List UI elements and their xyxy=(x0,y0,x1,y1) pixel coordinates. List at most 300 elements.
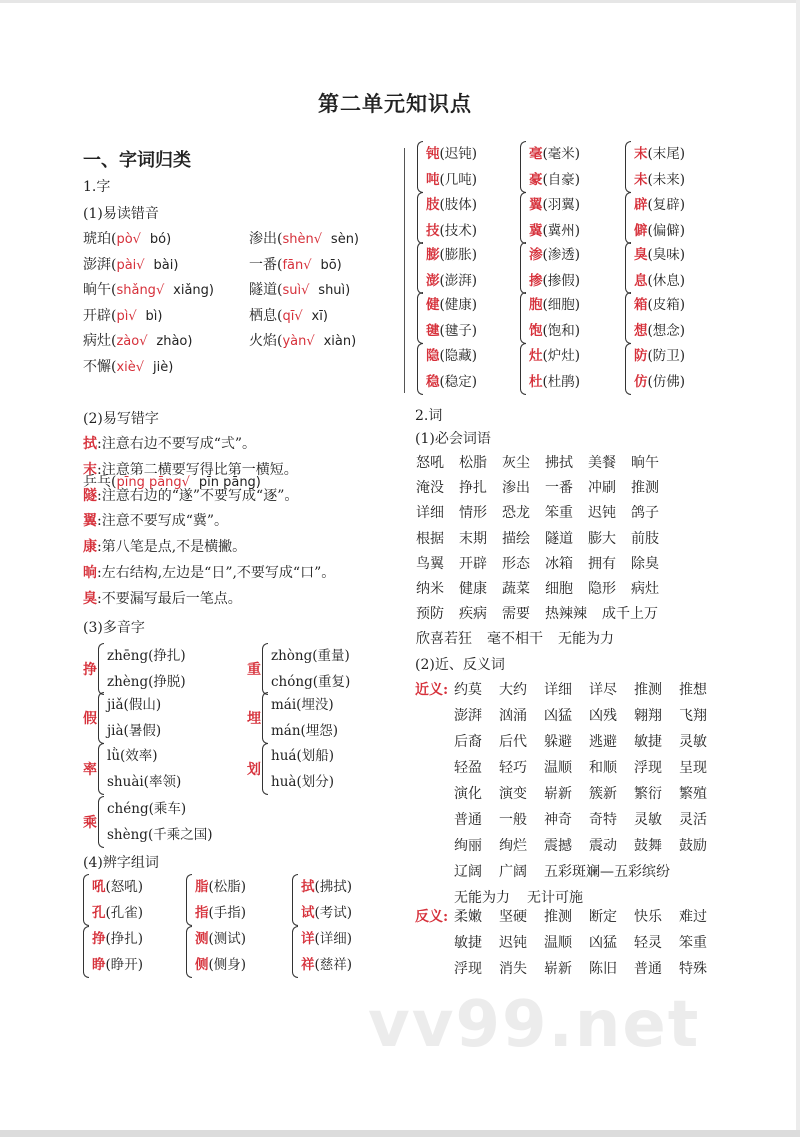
bianzi-word: (迟钝) xyxy=(439,146,478,162)
pron-correct-text: suì√ xyxy=(282,283,310,299)
bianzi-items xyxy=(195,926,246,978)
table-row xyxy=(454,906,724,932)
bianzi-word: (自豪) xyxy=(542,172,581,188)
bianzi-char: 未 xyxy=(634,172,648,188)
bianzi-item xyxy=(195,900,246,926)
table-cell: 繁衍 xyxy=(634,786,662,802)
table-cell: 浮现 xyxy=(454,961,482,977)
table-cell: 崭新 xyxy=(544,786,572,802)
bianzi-char: 试 xyxy=(301,905,315,921)
writing-text: :注意右边不要写成“弍”。 xyxy=(97,436,257,452)
bracket xyxy=(520,141,526,193)
pron-correct xyxy=(116,283,164,298)
pron-wrong: xiàn) xyxy=(323,334,357,350)
group-char: 率 xyxy=(83,762,97,778)
pron-wrong: xiǎng) xyxy=(173,283,214,299)
table-cell: 震撼 xyxy=(544,838,572,854)
bianzi-item xyxy=(301,874,352,900)
bianzi-word: (想念) xyxy=(647,323,686,339)
table-cell: 陈旧 xyxy=(589,961,617,977)
table-cell: 挣扎 xyxy=(459,480,487,497)
table-cell: 一般 xyxy=(499,812,527,828)
bracket xyxy=(292,926,298,978)
table-cell: 断定 xyxy=(589,909,617,925)
table-cell: 躲避 xyxy=(544,734,572,750)
bianzi-char: 膨 xyxy=(426,247,440,263)
bianzi-items xyxy=(301,926,352,978)
bianzi-item xyxy=(634,369,685,395)
bracket xyxy=(520,242,526,294)
bianzi-word: (杜鹃) xyxy=(542,374,581,390)
table-cell: 形态 xyxy=(502,555,530,572)
writing-note xyxy=(83,588,242,608)
polyphone-group xyxy=(83,743,181,795)
bianzi-char: 杜 xyxy=(529,374,543,390)
bianzi-item xyxy=(426,318,477,344)
bianzi-char: 末 xyxy=(634,146,648,162)
bianzi-items xyxy=(634,292,685,344)
polyphone-group xyxy=(247,743,334,795)
bianzi-item xyxy=(529,192,580,218)
bianzi-item xyxy=(301,926,352,952)
writing-note xyxy=(83,459,298,479)
bianzi-item xyxy=(426,192,477,218)
table-cell: 推测 xyxy=(631,480,659,497)
bianzi-items xyxy=(529,242,580,294)
table-cell: 详细 xyxy=(416,505,444,522)
subheading-pronunciation: (1)易读错音 xyxy=(83,206,159,222)
pron-item xyxy=(83,305,162,325)
bianzi-word: (防卫) xyxy=(647,348,686,364)
bianzi-word: (隐藏) xyxy=(439,348,478,364)
subheading-writing: (2)易写错字 xyxy=(83,411,159,427)
page-bottom-edge xyxy=(0,1130,800,1137)
bracket xyxy=(186,926,192,978)
bianzi-group xyxy=(520,292,580,344)
bianzi-item xyxy=(634,318,685,344)
group-item: zhòng(重量) xyxy=(271,648,350,664)
table-row xyxy=(416,578,674,603)
table-cell: 约莫 xyxy=(454,682,482,698)
bianzi-items xyxy=(426,141,477,193)
group-items xyxy=(107,692,161,744)
table-cell: 欣喜若狂 xyxy=(416,631,472,648)
pron-correct xyxy=(282,309,302,324)
group-item: shèng(千乘之国) xyxy=(107,827,213,843)
bianzi-char: 豪 xyxy=(529,172,543,188)
page-right-edge xyxy=(796,0,800,1137)
bianzi-group xyxy=(417,242,477,294)
table-cell: 无计可施 xyxy=(527,890,583,906)
bianzi-item xyxy=(634,218,685,244)
bianzi-char: 想 xyxy=(634,323,648,339)
table-cell: 根据 xyxy=(416,530,444,547)
table-cell: 灵敏 xyxy=(679,734,707,750)
writing-char: 末 xyxy=(83,461,97,478)
pron-wrong: xī) xyxy=(311,308,328,324)
bracket xyxy=(625,192,631,244)
bracket xyxy=(98,692,104,744)
bianzi-group xyxy=(417,141,477,193)
bracket xyxy=(98,743,104,795)
antonym-label: 反义: xyxy=(415,909,449,925)
table-cell: 绚丽 xyxy=(454,838,482,854)
table-cell: 快乐 xyxy=(634,909,662,925)
table-cell: 凶猛 xyxy=(544,708,572,724)
bianzi-char: 箱 xyxy=(634,297,648,313)
table-cell: 迟钝 xyxy=(499,935,527,951)
table-cell: 奇特 xyxy=(589,812,617,828)
table-cell: 拥有 xyxy=(588,555,616,572)
group-item: mái(埋没) xyxy=(271,697,334,713)
table-row xyxy=(416,553,674,578)
bianzi-word: (侧身) xyxy=(208,957,247,973)
bianzi-items xyxy=(92,874,143,926)
writing-text: :第八笔是点,不是横撇。 xyxy=(97,539,247,556)
table-cell: 冰箱 xyxy=(545,555,573,572)
table-row xyxy=(416,603,674,628)
bianzi-char: 毽 xyxy=(426,323,440,339)
pron-word: 渗出( xyxy=(249,231,283,247)
bianzi-char: 息 xyxy=(634,273,648,289)
table-cell: 繁殖 xyxy=(679,786,707,802)
subheading-polyphones: (3)多音字 xyxy=(83,620,145,636)
pron-item xyxy=(249,254,342,274)
table-row xyxy=(454,861,724,887)
table-cell: 广阔 xyxy=(499,864,527,880)
bianzi-group xyxy=(417,192,477,244)
table-cell: 鼓励 xyxy=(679,838,707,854)
bracket xyxy=(625,141,631,193)
writing-text: :注意不要写成“冀”。 xyxy=(97,513,229,530)
pron-wrong: sèn) xyxy=(330,232,360,247)
bianzi-group xyxy=(625,292,685,344)
bianzi-word: (休息) xyxy=(647,273,686,289)
bianzi-item xyxy=(634,141,685,167)
bianzi-item xyxy=(634,268,685,294)
bianzi-item xyxy=(529,369,580,395)
group-items xyxy=(271,692,338,744)
writing-char: 臭 xyxy=(83,590,97,607)
bracket xyxy=(292,874,298,926)
bracket xyxy=(417,192,423,244)
table-cell: 鸟翼 xyxy=(416,555,444,572)
table-cell: 隐形 xyxy=(588,580,616,597)
bianzi-word: (拂拭) xyxy=(314,879,353,895)
table-cell: 灵敏 xyxy=(634,812,662,828)
pron-correct xyxy=(282,334,314,349)
bracket xyxy=(83,926,89,978)
bracket xyxy=(625,343,631,395)
table-cell: 震动 xyxy=(589,838,617,854)
bianzi-item xyxy=(426,292,477,318)
bianzi-item xyxy=(92,952,143,978)
pron-word: 不懈( xyxy=(83,359,117,375)
subheading-zi: 1.字 xyxy=(83,179,111,195)
bianzi-item xyxy=(529,167,580,193)
pron-correct xyxy=(282,283,309,298)
bianzi-item xyxy=(634,242,685,268)
bianzi-item xyxy=(426,167,477,193)
group-char: 划 xyxy=(247,762,261,778)
bianzi-group xyxy=(520,242,580,294)
table-cell: 逃避 xyxy=(589,734,617,750)
bianzi-word: (手指) xyxy=(208,905,247,921)
bianzi-group xyxy=(417,292,477,344)
subheading-bianzi: (4)辨字组词 xyxy=(83,855,159,871)
pron-correct-text: xiè√ xyxy=(116,360,145,375)
pron-item xyxy=(83,228,171,248)
bianzi-item xyxy=(529,242,580,268)
pron-word: 栖息( xyxy=(249,307,283,324)
pron-word: 琥珀( xyxy=(83,231,117,247)
table-cell: 笨重 xyxy=(679,935,707,951)
bianzi-word: (皮箱) xyxy=(647,297,686,313)
table-cell: 后裔 xyxy=(454,734,482,750)
bianzi-item xyxy=(529,218,580,244)
bianzi-char: 健 xyxy=(426,297,440,313)
bracket xyxy=(625,292,631,344)
group-item: mán(埋怨) xyxy=(271,723,339,739)
pron-item xyxy=(83,279,214,299)
writing-note xyxy=(83,536,246,556)
table-cell: 膨大 xyxy=(588,530,616,547)
group-char: 乘 xyxy=(83,815,97,831)
bianzi-word: (孔雀) xyxy=(105,905,144,921)
table-cell: 汹涌 xyxy=(499,708,527,724)
table-cell: 细胞 xyxy=(545,580,573,597)
bracket xyxy=(520,343,526,395)
table-cell: 笨重 xyxy=(545,505,573,522)
table-cell: 演化 xyxy=(454,786,482,802)
table-row xyxy=(454,705,724,731)
table-cell: 鼓舞 xyxy=(634,838,662,854)
polyphone-group xyxy=(83,796,212,848)
group-item: chóng(重复) xyxy=(271,674,351,690)
bracket xyxy=(520,192,526,244)
table-cell: 成千上万 xyxy=(602,606,658,623)
bianzi-word: (挣扎) xyxy=(105,931,144,947)
table-cell: 特殊 xyxy=(679,961,707,977)
table-cell: 描绘 xyxy=(502,530,530,547)
pron-wrong: pīn pāng) xyxy=(198,474,261,490)
group-item: shuài(率领) xyxy=(107,774,182,790)
table-cell: 冲刷 xyxy=(588,480,616,497)
bianzi-group xyxy=(520,141,580,193)
pron-correct-text: fān√ xyxy=(282,257,312,273)
table-cell: 绚烂 xyxy=(499,838,527,854)
writing-text: :左右结构,左边是“日”,不要写成“口”。 xyxy=(97,565,336,581)
table-row xyxy=(416,502,674,527)
bianzi-item xyxy=(195,874,246,900)
table-row xyxy=(454,783,724,809)
bianzi-items xyxy=(426,292,477,344)
bianzi-word: (毽子) xyxy=(439,323,478,339)
group-char: 重 xyxy=(247,662,261,678)
table-cell: 蔬菜 xyxy=(502,580,530,597)
table-cell: 普通 xyxy=(634,961,662,977)
table-cell: 澎湃 xyxy=(454,708,482,724)
writing-text: :注意第二横要写得比第一横短。 xyxy=(97,461,298,478)
table-cell: 详尽 xyxy=(589,682,617,698)
table-cell: 前肢 xyxy=(631,530,659,547)
bianzi-group xyxy=(186,926,246,978)
table-cell: 恐龙 xyxy=(502,505,530,522)
bracket xyxy=(520,292,526,344)
bianzi-char: 稳 xyxy=(426,374,440,390)
bianzi-item xyxy=(301,900,352,926)
pron-word: 晌午( xyxy=(83,282,117,299)
bianzi-char: 臭 xyxy=(634,247,648,263)
bianzi-item xyxy=(195,952,246,978)
bianzi-char: 胞 xyxy=(529,297,543,313)
pron-correct-text: shǎng√ xyxy=(116,283,165,299)
bianzi-word: (仿佛) xyxy=(647,374,686,390)
bianzi-char: 辟 xyxy=(634,197,648,213)
group-item: jiǎ(假山) xyxy=(107,697,162,713)
pron-wrong: bō) xyxy=(320,257,342,273)
bracket xyxy=(417,141,423,193)
table-cell: 晌午 xyxy=(631,455,659,471)
polyphone-group xyxy=(247,692,338,744)
pron-correct xyxy=(116,232,141,247)
bianzi-char: 防 xyxy=(634,348,648,364)
pron-wrong: jiè) xyxy=(152,360,174,375)
table-cell: 情形 xyxy=(459,505,487,522)
bianzi-item xyxy=(529,318,580,344)
bianzi-char: 祥 xyxy=(301,957,315,973)
bianzi-char: 冀 xyxy=(529,223,543,239)
bianzi-word: (考试) xyxy=(314,905,353,921)
bianzi-item xyxy=(426,141,477,167)
table-cell: 轻盈 xyxy=(454,760,482,776)
page-title: 第二单元知识点 xyxy=(318,91,472,116)
bianzi-char: 指 xyxy=(195,905,209,921)
bianzi-items xyxy=(634,141,685,193)
subheading-synonyms: (2)近、反义词 xyxy=(415,657,505,673)
pron-wrong: shuì) xyxy=(318,283,351,299)
bianzi-word: (未来) xyxy=(647,172,686,188)
table-cell: 消失 xyxy=(499,961,527,977)
pron-item xyxy=(83,356,173,376)
bianzi-items xyxy=(426,192,477,244)
bianzi-word: (技术) xyxy=(439,223,478,239)
bracket xyxy=(262,743,268,795)
table-cell: 开辟 xyxy=(459,555,487,572)
bianzi-group xyxy=(292,874,352,926)
bianzi-word: (细胞) xyxy=(542,297,581,313)
table-cell: 难过 xyxy=(679,909,707,925)
pron-wrong: bài) xyxy=(153,257,179,273)
table-cell: 淹没 xyxy=(416,480,444,497)
table-cell: 飞翔 xyxy=(679,708,707,724)
pron-correct xyxy=(116,360,144,375)
bianzi-char: 技 xyxy=(426,223,440,239)
table-cell: 呈现 xyxy=(679,760,707,776)
table-cell: 轻灵 xyxy=(634,935,662,951)
bracket xyxy=(83,874,89,926)
group-item: huá(划船) xyxy=(271,748,334,764)
bianzi-item xyxy=(634,192,685,218)
bianzi-item xyxy=(426,242,477,268)
pron-correct-text: shèn√ xyxy=(282,232,323,247)
pron-word: 一番( xyxy=(249,256,283,273)
bianzi-char: 肢 xyxy=(426,197,440,213)
bianzi-char: 拭 xyxy=(301,879,315,895)
pron-item xyxy=(249,330,356,350)
bianzi-char: 澎 xyxy=(426,273,440,289)
bianzi-group xyxy=(83,874,143,926)
table-cell: 健康 xyxy=(459,580,487,597)
pron-word: 隧道( xyxy=(249,282,283,299)
bianzi-word: (掺假) xyxy=(542,273,581,289)
subheading-vocab: (1)必会词语 xyxy=(415,431,491,447)
bianzi-char: 详 xyxy=(301,931,315,947)
writing-note xyxy=(83,485,298,505)
pron-wrong: bì) xyxy=(145,308,163,324)
bianzi-word: (羽翼) xyxy=(542,197,581,213)
table-cell: 大约 xyxy=(499,682,527,698)
bianzi-word: (测试) xyxy=(208,931,247,947)
bianzi-char: 孔 xyxy=(92,905,106,921)
table-cell: 一番 xyxy=(545,480,573,497)
bianzi-group xyxy=(520,343,580,395)
bianzi-word: (睁开) xyxy=(105,957,144,973)
writing-char: 隧 xyxy=(83,487,97,504)
synonym-label: 近义: xyxy=(415,682,449,698)
pron-item xyxy=(249,228,359,248)
bianzi-group xyxy=(625,192,685,244)
table-cell: 和顺 xyxy=(589,760,617,776)
group-char: 挣 xyxy=(83,662,97,678)
pron-correct-text: pì√ xyxy=(116,308,137,324)
bianzi-items xyxy=(92,926,143,978)
bracket xyxy=(417,242,423,294)
group-item: zhèng(挣脱) xyxy=(107,674,186,690)
table-cell: 鸽子 xyxy=(631,505,659,522)
group-items xyxy=(107,796,212,848)
bianzi-char: 僻 xyxy=(634,223,648,239)
bianzi-item xyxy=(529,292,580,318)
bianzi-group xyxy=(625,141,685,193)
bianzi-item xyxy=(529,141,580,167)
bianzi-items xyxy=(426,343,477,395)
bianzi-word: (冀州) xyxy=(542,223,581,239)
table-cell: 热辣辣 xyxy=(545,606,587,623)
synonym-table xyxy=(454,679,724,913)
table-cell: 除臭 xyxy=(631,555,659,572)
table-cell: 灵活 xyxy=(679,812,707,828)
pron-item xyxy=(83,330,192,350)
pron-word: 澎湃( xyxy=(83,256,117,273)
bianzi-word: (饱和) xyxy=(542,323,581,339)
pron-wrong: zhào) xyxy=(156,334,193,350)
table-row xyxy=(454,835,724,861)
bianzi-items xyxy=(529,192,580,244)
table-cell: 轻巧 xyxy=(499,760,527,776)
bianzi-items xyxy=(195,874,246,926)
table-cell: 普通 xyxy=(454,812,482,828)
pron-correct xyxy=(116,258,144,273)
bianzi-word: (慈祥) xyxy=(314,957,353,973)
bianzi-item xyxy=(634,167,685,193)
group-items xyxy=(271,743,334,795)
table-row xyxy=(416,477,674,502)
table-cell: 神奇 xyxy=(544,812,572,828)
table-cell: 预防 xyxy=(416,606,444,623)
pron-correct-text: zào√ xyxy=(116,334,148,350)
bianzi-char: 翼 xyxy=(529,197,543,213)
